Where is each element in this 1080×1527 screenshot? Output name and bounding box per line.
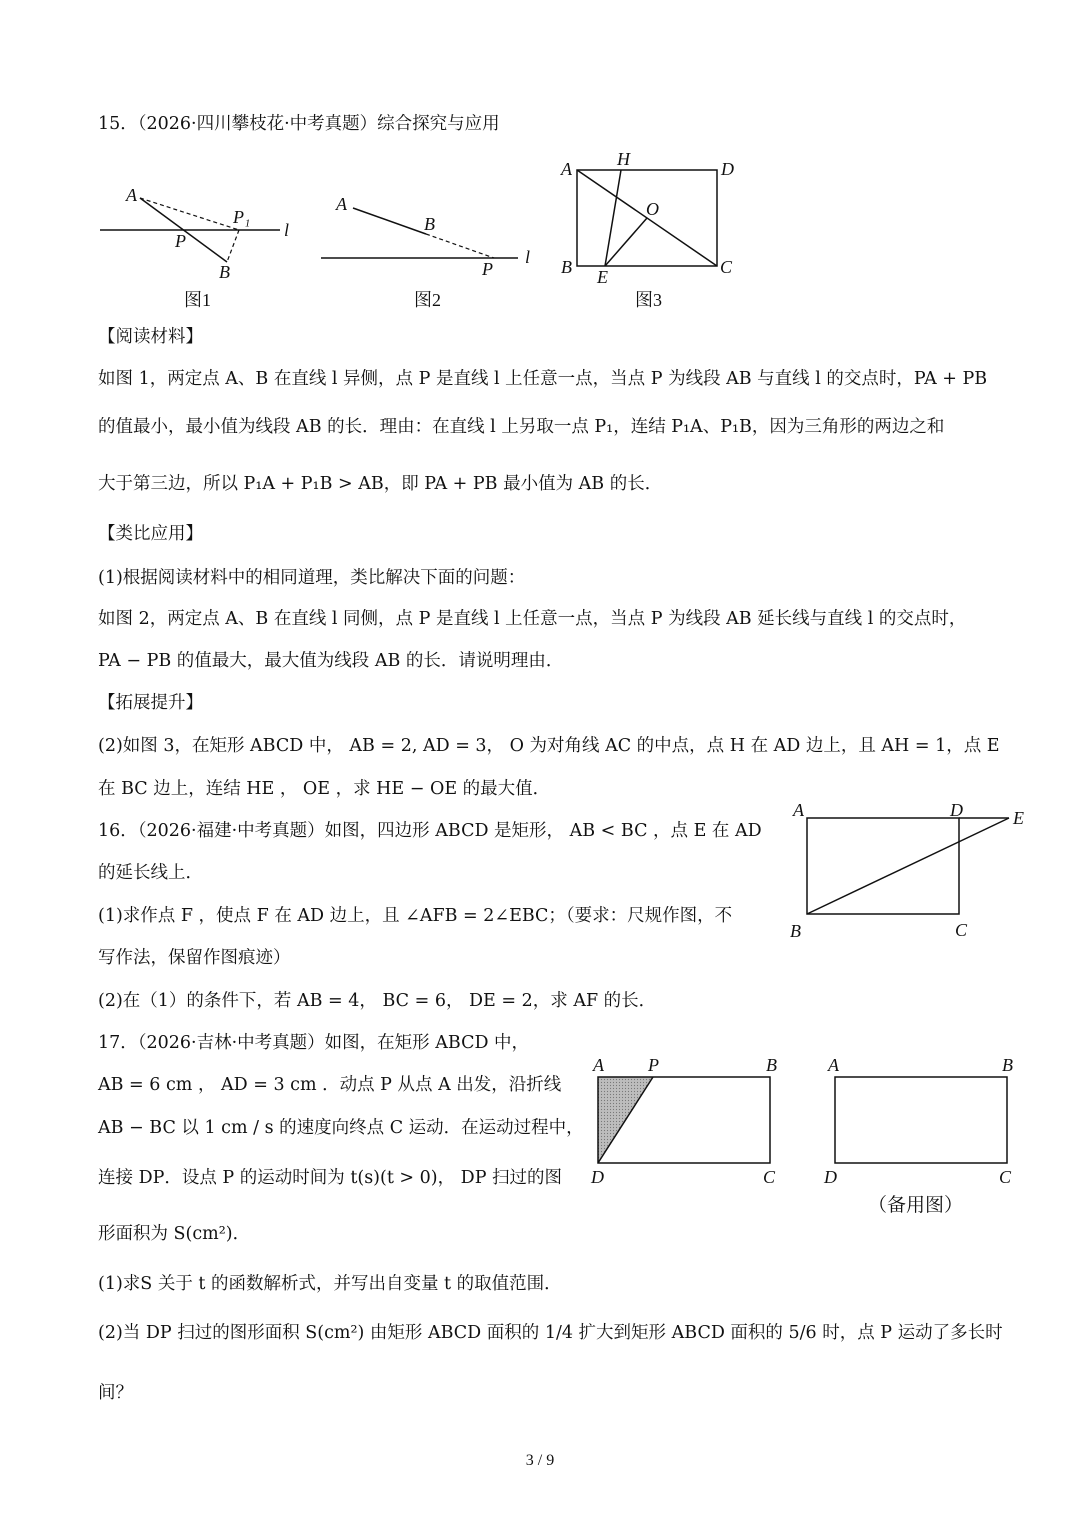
figure-2 — [318, 180, 548, 315]
fig3-label-b: B — [561, 257, 572, 277]
read-line-1: 如图 1，两定点 A、B 在直线 l 异侧，点 P 是直线 l 上任意一点，当点 P 为线段 AB 与直线 l 的交点时，PA + PB — [98, 369, 988, 389]
read-line-3: 大于第三边，所以 P₁A + P₁B > AB，即 PA + PB 最小值为 AB 的长． — [98, 474, 663, 494]
q16-label-b: B — [790, 921, 801, 941]
q16-label-c: C — [955, 920, 968, 940]
q16-label-e: E — [1013, 808, 1024, 828]
q17-line-1: 17．（2026·吉林·中考真题）如图，在矩形 ABCD 中， — [98, 1033, 530, 1053]
analog-line-3: PA − PB 的值最大，最大值为线段 AB 的长．请说明理由． — [98, 651, 564, 671]
q16-line-5: (2)在（1）的条件下，若 AB = 4， BC = 6， DE = 2，求 AF 的长． — [98, 991, 657, 1011]
fig2-label-a: A — [336, 194, 347, 214]
read-line-2: 的值最小，最小值为线段 AB 的长．理由：在直线 l 上另取一点 P₁，连结 P₁A、P₁B，因为三角形的两边之和 — [98, 417, 945, 437]
q17-line-7: (2)当 DP 扫过的图形面积 S(cm²) 由矩形 ABCD 面积的 1/4 扩大到矩形 ABCD 面积的 5/6 时，点 P 运动了多长时 — [98, 1323, 1003, 1343]
section-analog-title: 【类比应用】 — [98, 524, 203, 544]
section-ext-title: 【拓展提升】 — [98, 693, 203, 713]
q17-line-8: 间？ — [98, 1383, 133, 1403]
page-number: 3 / 9 — [525, 1452, 555, 1469]
fig1-label-l: l — [284, 220, 290, 240]
fig2-label-b: B — [424, 214, 435, 234]
q17-line-3: AB − BC 以 1 cm / s 的速度向终点 C 运动．在运动过程中， — [98, 1118, 584, 1138]
figure-q17-main — [585, 1045, 790, 1195]
fig3-label-a: A — [561, 159, 572, 179]
q17-line-5: 形面积为 S(cm²)． — [98, 1224, 251, 1244]
fig2-caption: 图2 — [414, 290, 441, 310]
figure-1 — [95, 180, 305, 315]
q17-line-2: AB = 6 cm ， AD = 3 cm ．动点 P 从点 A 出发，沿折线 — [98, 1075, 562, 1095]
q17-label-a: A — [593, 1055, 604, 1075]
q17-spare-label-b: B — [1002, 1055, 1013, 1075]
q16-line-3: (1)求作点 F ，使点 F 在 AD 边上，且 ∠AFB = 2∠EBC；（要求：尺规作图，不 — [98, 906, 733, 926]
q16-line-4: 写作法，保留作图痕迹） — [98, 948, 291, 968]
fig1-label-p1: P₁ — [233, 207, 251, 227]
fig1-caption: 图1 — [184, 290, 211, 310]
fig2-label-p: P — [482, 259, 493, 279]
figure-q17-spare — [818, 1045, 1028, 1225]
q17-label-c: C — [763, 1167, 776, 1187]
q17-label-d: D — [591, 1167, 604, 1187]
fig3-label-d: D — [721, 159, 734, 179]
figure-q16 — [785, 795, 1035, 945]
q17-spare-label-d: D — [824, 1167, 837, 1187]
q16-label-d: D — [950, 800, 963, 820]
q16-line-1: 16．（2026·福建·中考真题）如图，四边形 ABCD 是矩形， AB < BC ，点 E 在 AD — [98, 821, 762, 841]
q17-spare-label-a: A — [828, 1055, 839, 1075]
ext-line-1: (2)如图 3，在矩形 ABCD 中， AB = 2, AD = 3， O 为对角线 AC 的中点，点 H 在 AD 边上，且 AH = 1，点 E — [98, 736, 1000, 756]
analog-line-2: 如图 2，两定点 A、B 在直线 l 同侧，点 P 是直线 l 上任意一点，当点 P 为线段 AB 延长线与直线 l 的交点时， — [98, 609, 967, 629]
fig2-label-l: l — [525, 247, 531, 267]
q17-line-6: (1)求S 关于 t 的函数解析式，并写出自变量 t 的取值范围． — [98, 1274, 562, 1294]
fig3-label-c: C — [720, 257, 733, 277]
q17-line-4: 连接 DP．设点 P 的运动时间为 t(s)(t > 0)， DP 扫过的图 — [98, 1168, 563, 1188]
fig3-label-o: O — [646, 199, 659, 219]
q17-label-p: P — [648, 1055, 659, 1075]
q17-spare-label-c: C — [999, 1167, 1012, 1187]
q17-spare-caption: （备用图） — [868, 1194, 964, 1216]
fig1-label-b: B — [219, 262, 230, 282]
fig3-label-e: E — [597, 267, 608, 287]
q16-line-2: 的延长线上． — [98, 863, 203, 883]
fig1-label-p: P — [175, 231, 186, 251]
fig1-label-a: A — [126, 185, 137, 205]
figure-3 — [555, 148, 745, 318]
q15-header: 15．（2026·四川攀枝花·中考真题）综合探究与应用 — [98, 114, 500, 134]
section-read-title: 【阅读材料】 — [98, 327, 203, 347]
q16-label-a: A — [793, 800, 804, 820]
q17-label-b: B — [766, 1055, 777, 1075]
analog-line-1: (1)根据阅读材料中的相同道理，类比解决下面的问题： — [98, 568, 526, 588]
fig3-caption: 图3 — [635, 290, 662, 310]
fig3-label-h: H — [617, 149, 630, 169]
ext-line-2: 在 BC 边上，连结 HE ， OE ，求 HE − OE 的最大值． — [98, 779, 551, 799]
